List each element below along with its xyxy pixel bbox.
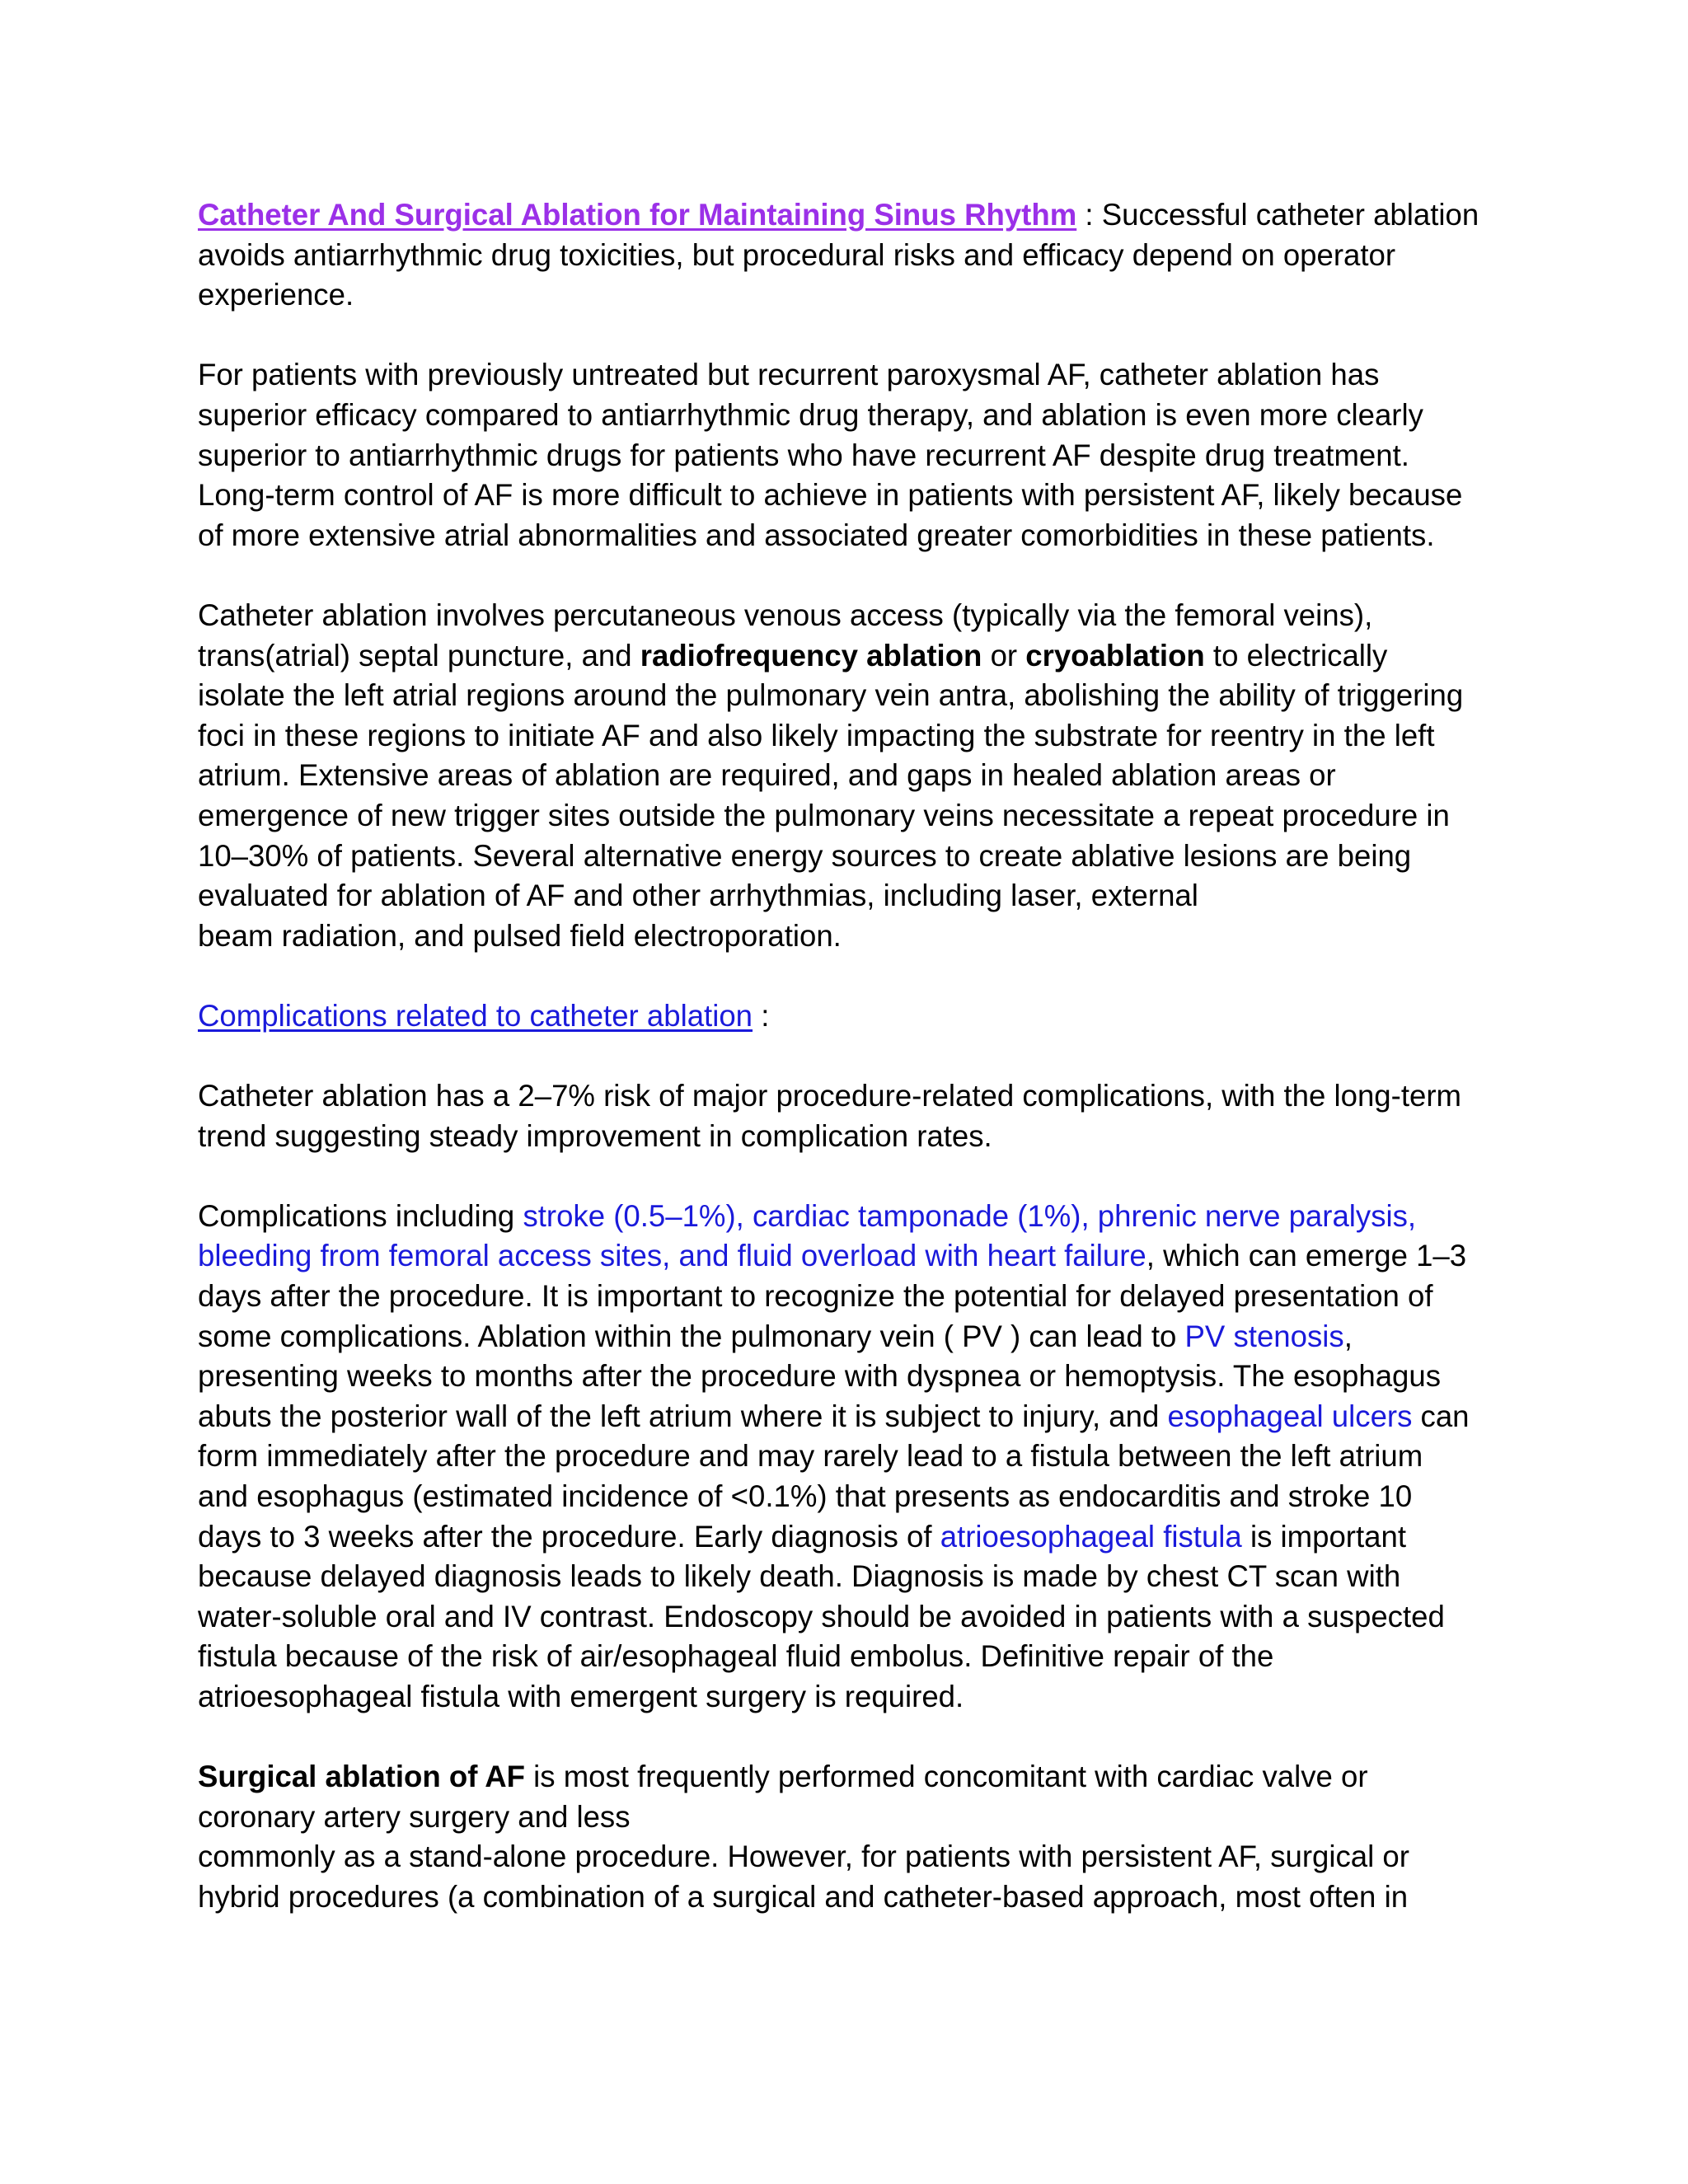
text-line — [198, 1197, 1500, 1237]
paragraph-spacer — [198, 1156, 1500, 1197]
text-line: Catheter ablation involves percutaneous venous access (typically via the femoral veins), — [198, 598, 1373, 632]
paragraph-spacer — [198, 316, 1500, 356]
paragraph-intro — [198, 195, 1500, 316]
text-run: abuts the posterior wall of the left atrium where it is subject to injury, and — [198, 1399, 1168, 1433]
text-line: experience. — [198, 278, 354, 312]
text-line: beam radiation, and pulsed field electroporation. — [198, 918, 842, 953]
highlighted-atrioesophageal-fistula: atrioesophageal fistula — [940, 1519, 1242, 1554]
text-line: presenting weeks to months after the procedure with dyspnea or hemoptysis. The esophagus — [198, 1359, 1442, 1394]
text-run: days to 3 weeks after the procedure. Early diagnosis of — [198, 1519, 940, 1554]
paragraph-procedure — [198, 596, 1500, 956]
text-line: emergence of new trigger sites outside the pulmonary veins necessitate a repeat procedure in — [198, 798, 1450, 832]
text-line: commonly as a stand-alone procedure. However, for patients with persistent AF, surgical or — [198, 1840, 1409, 1874]
text-run: or — [982, 638, 1026, 673]
text-line: form immediately after the procedure and may rarely lead to a fistula between the left atrium — [198, 1439, 1423, 1474]
text-line — [198, 195, 1500, 236]
text-line — [198, 996, 1500, 1037]
text-run: to electrically — [1204, 638, 1388, 673]
text-line: Catheter ablation has a 2–7% risk of major procedure-related complications, with the long-term — [198, 1079, 1461, 1113]
text-line: hybrid procedures (a combination of a surgical and catheter-based approach, most often in — [198, 1879, 1409, 1914]
text-run: Complications including — [198, 1198, 523, 1233]
text-line: 10–30% of patients. Several alternative energy sources to create ablative lesions are being — [198, 838, 1412, 873]
text-run: is most frequently performed concomitant with cardiac valve or — [524, 1760, 1368, 1794]
paragraph-spacer — [198, 956, 1500, 996]
paragraph-complications — [198, 1197, 1500, 1718]
text-line — [198, 1397, 1500, 1437]
document-page — [198, 195, 1500, 1918]
text-line: coronary artery surgery and less — [198, 1799, 631, 1834]
text-run: : Successful catheter ablation — [1076, 198, 1479, 232]
bold-term-radiofrequency: radiofrequency ablation — [640, 638, 982, 673]
text-line: and esophagus (estimated incidence of <0.1%) that presents as endocarditis and stroke 10 — [198, 1479, 1413, 1513]
text-run: , — [1343, 1319, 1353, 1353]
text-line: avoids antiarrhythmic drug toxicities, but procedural risks and efficacy depend on operator — [198, 237, 1396, 272]
paragraph-spacer — [198, 1718, 1500, 1758]
text-run: some complications. Ablation within the pulmonary vein ( PV ) can lead to — [198, 1319, 1185, 1353]
text-line: isolate the left atrial regions around the pulmonary vein antra, abolishing the ability of triggering — [198, 678, 1464, 713]
text-line: evaluated for ablation of AF and other arrhythmias, including laser, external — [198, 879, 1198, 913]
text-run: , which can emerge 1–3 — [1146, 1239, 1467, 1273]
paragraph-surgical-ablation — [198, 1757, 1500, 1917]
text-line — [198, 1317, 1500, 1357]
text-line: trend suggesting steady improvement in complication rates. — [198, 1118, 992, 1153]
text-line: superior to antiarrhythmic drugs for patients who have recurrent AF despite drug treatment. — [198, 438, 1409, 472]
paragraph-spacer — [198, 1036, 1500, 1076]
paragraph-complications-heading — [198, 996, 1500, 1037]
title-link[interactable]: Catheter And Surgical Ablation for Maintaining Sinus Rhythm — [198, 198, 1077, 232]
text-line: foci in these regions to initiate AF and also likely impacting the substrate for reentry in the left — [198, 718, 1435, 752]
highlighted-esophageal-ulcers: esophageal ulcers — [1167, 1399, 1413, 1433]
bold-term-cryoablation: cryoablation — [1025, 638, 1205, 673]
text-run: trans(atrial) septal puncture, and — [198, 638, 640, 673]
text-line — [198, 1517, 1500, 1558]
paragraph-efficacy — [198, 355, 1500, 555]
text-line: fistula because of the risk of air/esophageal fluid embolus. Definitive repair of the — [198, 1639, 1274, 1674]
text-line — [198, 636, 1500, 677]
complications-link[interactable]: Complications related to catheter ablation — [198, 998, 753, 1033]
text-line — [198, 1236, 1500, 1277]
text-line: For patients with previously untreated but recurrent paroxysmal AF, catheter ablation has — [198, 358, 1380, 392]
text-line: water-soluble oral and IV contrast. Endoscopy should be avoided in patients with a suspected — [198, 1599, 1445, 1633]
highlighted-complications: bleeding from femoral access sites, and fluid overload with heart failure — [198, 1239, 1146, 1273]
text-run: : — [753, 998, 770, 1033]
highlighted-complications: stroke (0.5–1%), cardiac tamponade (1%), phrenic nerve paralysis, — [523, 1198, 1417, 1233]
text-line: days after the procedure. It is important to recognize the potential for delayed presentation of — [198, 1279, 1433, 1314]
text-line: Long-term control of AF is more difficult to achieve in patients with persistent AF, likely because — [198, 478, 1463, 513]
paragraph-risk — [198, 1076, 1500, 1156]
bold-term-surgical-ablation: Surgical ablation of AF — [198, 1760, 525, 1794]
text-line: atrium. Extensive areas of ablation are required, and gaps in healed ablation areas or — [198, 758, 1336, 793]
text-line: superior efficacy compared to antiarrhythmic drug therapy, and ablation is even more clearly — [198, 397, 1423, 432]
highlighted-pv-stenosis: PV stenosis — [1184, 1319, 1344, 1353]
paragraph-spacer — [198, 555, 1500, 596]
text-run: is important — [1241, 1519, 1406, 1554]
text-line: because delayed diagnosis leads to likely death. Diagnosis is made by chest CT scan with — [198, 1559, 1401, 1594]
text-line: of more extensive atrial abnormalities and associated greater comorbidities in these patients. — [198, 518, 1435, 552]
text-run: can — [1412, 1399, 1470, 1433]
text-line — [198, 1757, 1500, 1797]
text-line: atrioesophageal fistula with emergent surgery is required. — [198, 1679, 964, 1713]
